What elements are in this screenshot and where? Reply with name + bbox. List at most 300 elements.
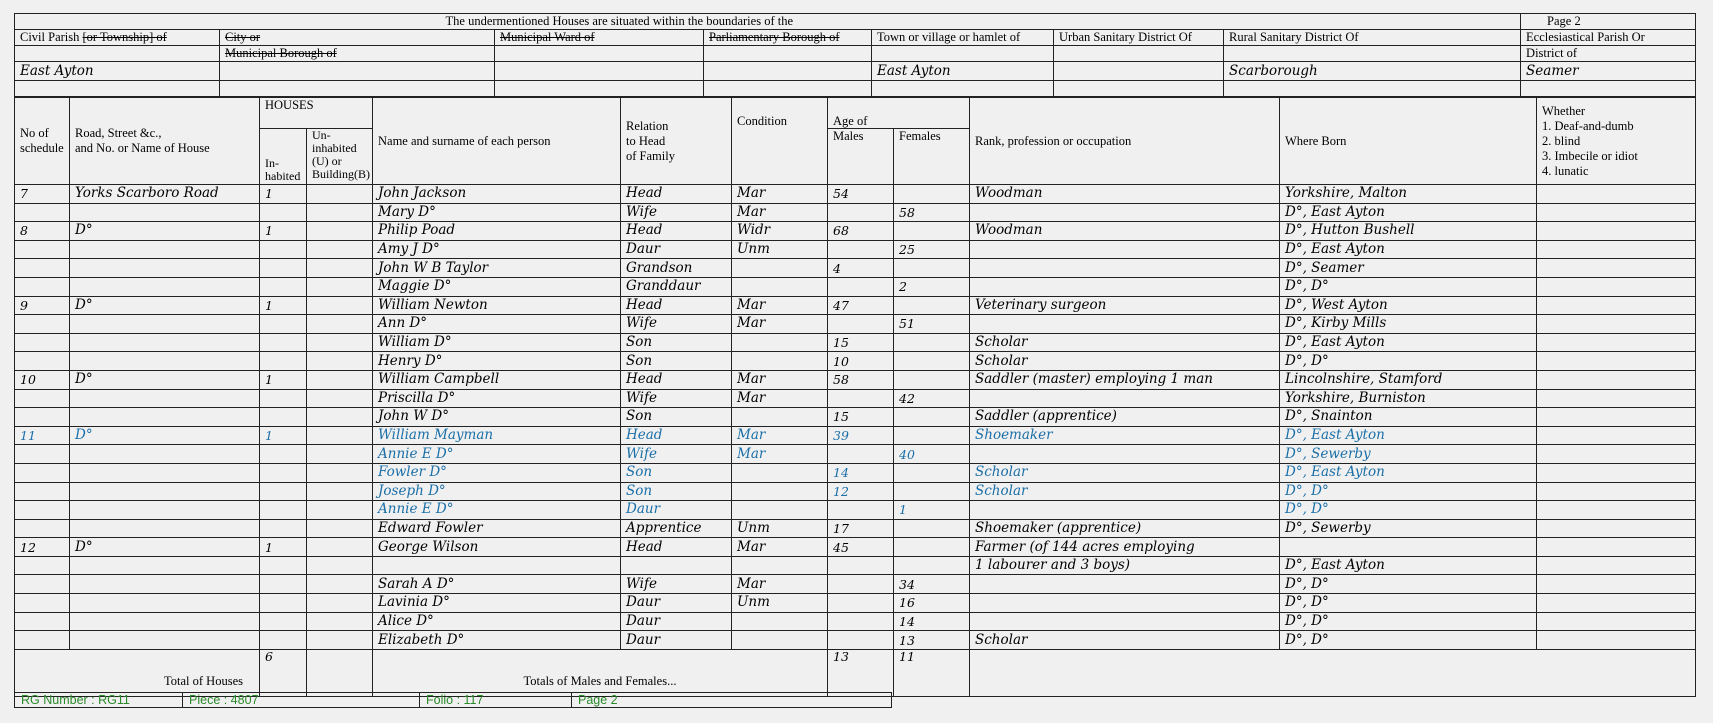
males-cell xyxy=(828,631,894,650)
females-cell: 14 xyxy=(894,612,970,631)
relation-cell: Head xyxy=(621,185,732,204)
whether-cell xyxy=(1537,296,1696,315)
males-cell: 15 xyxy=(828,408,894,427)
totals-persons-label: Totals of Males and Females... xyxy=(373,649,828,696)
name-cell: William Campbell xyxy=(373,370,621,389)
whether-cell xyxy=(1537,240,1696,259)
males-cell xyxy=(828,594,894,613)
inhabited-cell: 1 xyxy=(260,370,307,389)
uninhabited-cell xyxy=(307,259,373,278)
whether-cell xyxy=(1537,185,1696,204)
table-row xyxy=(15,259,1696,278)
name-cell: Fowler D° xyxy=(373,463,621,482)
uninhabited-cell xyxy=(307,352,373,371)
name-cell: Alice D° xyxy=(373,612,621,631)
females-cell xyxy=(894,426,970,445)
condition-cell: Unm xyxy=(732,519,828,538)
table-row xyxy=(15,445,1696,464)
uninhabited-cell xyxy=(307,575,373,594)
uninhabited-cell xyxy=(307,408,373,427)
inhabited-cell xyxy=(260,315,307,334)
relation-cell: Head xyxy=(621,296,732,315)
road-cell xyxy=(70,612,260,631)
name-cell: Annie E D° xyxy=(373,445,621,464)
females-cell xyxy=(894,259,970,278)
females-cell: 58 xyxy=(894,203,970,222)
females-cell: 42 xyxy=(894,389,970,408)
males-cell: 54 xyxy=(828,185,894,204)
condition-cell xyxy=(732,612,828,631)
uninhabited-cell xyxy=(307,222,373,241)
road-cell xyxy=(70,277,260,296)
town-label: Town or village or hamlet of xyxy=(872,30,1054,46)
road-cell xyxy=(70,556,260,575)
condition-cell: Mar xyxy=(732,370,828,389)
table-row xyxy=(15,352,1696,371)
whether-cell xyxy=(1537,389,1696,408)
uninhabited-cell xyxy=(307,612,373,631)
road-cell: D° xyxy=(70,426,260,445)
table-row xyxy=(15,594,1696,613)
name-cell: Ann D° xyxy=(373,315,621,334)
females-cell: 2 xyxy=(894,277,970,296)
table-row xyxy=(15,612,1696,631)
whether-cell xyxy=(1537,631,1696,650)
condition-cell: Mar xyxy=(732,575,828,594)
piece-number: Piece : 4807 xyxy=(183,693,420,707)
relation-cell: Wife xyxy=(621,389,732,408)
males-cell: 15 xyxy=(828,333,894,352)
total-males-value: 13 xyxy=(828,649,894,696)
inhabited-cell xyxy=(260,575,307,594)
born-cell: D°, East Ayton xyxy=(1280,240,1537,259)
road-cell xyxy=(70,482,260,501)
inhabited-cell xyxy=(260,352,307,371)
females-cell xyxy=(894,222,970,241)
table-row xyxy=(15,482,1696,501)
occupation-cell: Scholar xyxy=(970,463,1280,482)
table-row xyxy=(15,631,1696,650)
name-cell xyxy=(373,556,621,575)
whether-cell xyxy=(1537,463,1696,482)
schedule-cell: 10 xyxy=(15,370,70,389)
uninhabited-cell xyxy=(307,482,373,501)
name-cell: Amy J D° xyxy=(373,240,621,259)
schedule-cell: 11 xyxy=(15,426,70,445)
whether-cell xyxy=(1537,222,1696,241)
born-cell: D°, West Ayton xyxy=(1280,296,1537,315)
schedule-cell xyxy=(15,240,70,259)
table-row xyxy=(15,389,1696,408)
col-born: Where Born xyxy=(1280,98,1537,185)
males-cell xyxy=(828,501,894,520)
road-cell xyxy=(70,631,260,650)
schedule-cell xyxy=(15,352,70,371)
col-males: Males xyxy=(828,129,894,185)
road-cell: D° xyxy=(70,296,260,315)
name-cell: John Jackson xyxy=(373,185,621,204)
schedule-cell xyxy=(15,315,70,334)
page-number: Page 2 xyxy=(1521,14,1696,30)
whether-cell xyxy=(1537,203,1696,222)
total-houses-label: Total of Houses xyxy=(15,649,260,696)
females-cell xyxy=(894,519,970,538)
schedule-cell xyxy=(15,277,70,296)
inhabited-cell xyxy=(260,277,307,296)
females-cell: 1 xyxy=(894,501,970,520)
census-table xyxy=(14,97,1696,697)
inhabited-cell xyxy=(260,519,307,538)
males-cell xyxy=(828,277,894,296)
born-cell: D°, East Ayton xyxy=(1280,203,1537,222)
inhabited-cell xyxy=(260,389,307,408)
road-cell xyxy=(70,408,260,427)
relation-cell: Daur xyxy=(621,240,732,259)
condition-cell: Mar xyxy=(732,203,828,222)
females-cell xyxy=(894,556,970,575)
condition-cell xyxy=(732,463,828,482)
road-cell xyxy=(70,352,260,371)
boundaries-intro: The undermentioned Houses are situated within the boundaries of the xyxy=(15,14,1224,30)
relation-cell: Granddaur xyxy=(621,277,732,296)
males-cell: 58 xyxy=(828,370,894,389)
whether-cell xyxy=(1537,277,1696,296)
inhabited-cell xyxy=(260,594,307,613)
occupation-cell: Shoemaker (apprentice) xyxy=(970,519,1280,538)
city-label: City or xyxy=(220,30,495,46)
females-cell xyxy=(894,185,970,204)
condition-cell: Mar xyxy=(732,389,828,408)
civil-parish-value: East Ayton xyxy=(15,62,220,81)
born-cell: Yorkshire, Burniston xyxy=(1280,389,1537,408)
females-cell: 13 xyxy=(894,631,970,650)
occupation-cell xyxy=(970,277,1280,296)
whether-cell xyxy=(1537,315,1696,334)
occupation-cell xyxy=(970,575,1280,594)
born-cell: Yorkshire, Malton xyxy=(1280,185,1537,204)
census-sheet xyxy=(14,13,1696,697)
col-whether: Whether 1. Deaf-and-dumb 2. blind 3. Imbecile or idiot 4. lunatic xyxy=(1537,98,1696,185)
uninhabited-cell xyxy=(307,519,373,538)
table-row xyxy=(15,333,1696,352)
source-footer xyxy=(14,692,892,708)
schedule-cell: 8 xyxy=(15,222,70,241)
inhabited-cell xyxy=(260,463,307,482)
occupation-cell xyxy=(970,594,1280,613)
road-cell: Yorks Scarboro Road xyxy=(70,185,260,204)
whether-cell xyxy=(1537,370,1696,389)
uninhabited-cell xyxy=(307,463,373,482)
uninhabited-cell xyxy=(307,333,373,352)
parliamentary-label: Parliamentary Borough of xyxy=(704,30,872,46)
relation-cell: Son xyxy=(621,482,732,501)
name-cell: John W B Taylor xyxy=(373,259,621,278)
rural-district-label: Rural Sanitary District Of xyxy=(1224,30,1521,46)
males-cell: 47 xyxy=(828,296,894,315)
whether-cell xyxy=(1537,408,1696,427)
born-cell: D°, D° xyxy=(1280,594,1537,613)
males-cell xyxy=(828,612,894,631)
col-females: Females xyxy=(894,129,970,185)
total-females-value: 11 xyxy=(894,649,970,696)
col-houses: HOUSES xyxy=(260,98,373,129)
relation-cell: Wife xyxy=(621,315,732,334)
occupation-cell: Scholar xyxy=(970,482,1280,501)
name-cell: Priscilla D° xyxy=(373,389,621,408)
name-cell: Maggie D° xyxy=(373,277,621,296)
table-row xyxy=(15,315,1696,334)
schedule-cell xyxy=(15,501,70,520)
condition-cell: Unm xyxy=(732,240,828,259)
inhabited-cell: 1 xyxy=(260,426,307,445)
born-cell: D°, D° xyxy=(1280,352,1537,371)
uninhabited-cell xyxy=(307,240,373,259)
occupation-cell xyxy=(970,203,1280,222)
col-relation: Relation to Head of Family xyxy=(621,98,732,185)
condition-cell xyxy=(732,631,828,650)
table-row xyxy=(15,556,1696,575)
occupation-cell: Woodman xyxy=(970,185,1280,204)
condition-cell: Mar xyxy=(732,315,828,334)
males-cell: 14 xyxy=(828,463,894,482)
females-cell xyxy=(894,463,970,482)
whether-cell xyxy=(1537,482,1696,501)
born-cell: D°, East Ayton xyxy=(1280,556,1537,575)
road-cell xyxy=(70,594,260,613)
occupation-cell xyxy=(970,259,1280,278)
name-cell: William Newton xyxy=(373,296,621,315)
name-cell: Sarah A D° xyxy=(373,575,621,594)
town-value: East Ayton xyxy=(872,62,1054,81)
condition-cell: Widr xyxy=(732,222,828,241)
born-cell: D°, Seamer xyxy=(1280,259,1537,278)
inhabited-cell: 1 xyxy=(260,296,307,315)
schedule-cell xyxy=(15,556,70,575)
whether-cell xyxy=(1537,445,1696,464)
whether-cell xyxy=(1537,538,1696,557)
born-cell: D°, East Ayton xyxy=(1280,426,1537,445)
males-cell: 17 xyxy=(828,519,894,538)
whether-cell xyxy=(1537,575,1696,594)
occupation-cell: 1 labourer and 3 boys) xyxy=(970,556,1280,575)
name-cell: Philip Poad xyxy=(373,222,621,241)
condition-cell xyxy=(732,277,828,296)
uninhabited-cell xyxy=(307,538,373,557)
males-cell xyxy=(828,315,894,334)
road-cell xyxy=(70,575,260,594)
inhabited-cell xyxy=(260,631,307,650)
table-row xyxy=(15,222,1696,241)
relation-cell: Son xyxy=(621,463,732,482)
name-cell: Lavinia D° xyxy=(373,594,621,613)
uninhabited-cell xyxy=(307,631,373,650)
name-cell: Annie E D° xyxy=(373,501,621,520)
uninhabited-cell xyxy=(307,445,373,464)
schedule-cell xyxy=(15,482,70,501)
whether-cell xyxy=(1537,612,1696,631)
relation-cell: Son xyxy=(621,352,732,371)
whether-cell xyxy=(1537,259,1696,278)
born-cell: D°, D° xyxy=(1280,277,1537,296)
urban-district-label: Urban Sanitary District Of xyxy=(1054,30,1224,46)
uninhabited-cell xyxy=(307,501,373,520)
occupation-cell xyxy=(970,445,1280,464)
inhabited-cell xyxy=(260,612,307,631)
name-cell: Henry D° xyxy=(373,352,621,371)
condition-cell: Mar xyxy=(732,445,828,464)
occupation-cell xyxy=(970,315,1280,334)
males-cell xyxy=(828,575,894,594)
females-cell: 40 xyxy=(894,445,970,464)
civil-parish-label: Civil Parish [or Township] of xyxy=(15,30,220,46)
rural-district-value: Scarborough xyxy=(1224,62,1521,81)
schedule-cell xyxy=(15,463,70,482)
relation-cell: Head xyxy=(621,538,732,557)
inhabited-cell xyxy=(260,482,307,501)
relation-cell: Wife xyxy=(621,203,732,222)
col-road: Road, Street &c., and No. or Name of House xyxy=(70,98,260,185)
ecclesiastical-label-b: District of xyxy=(1521,46,1696,62)
schedule-cell xyxy=(15,389,70,408)
road-cell xyxy=(70,315,260,334)
relation-cell: Wife xyxy=(621,575,732,594)
inhabited-cell xyxy=(260,408,307,427)
table-row xyxy=(15,203,1696,222)
males-cell: 4 xyxy=(828,259,894,278)
males-cell xyxy=(828,445,894,464)
relation-cell: Head xyxy=(621,426,732,445)
relation-cell: Daur xyxy=(621,612,732,631)
road-cell xyxy=(70,501,260,520)
born-cell: D°, D° xyxy=(1280,482,1537,501)
females-cell xyxy=(894,482,970,501)
whether-cell xyxy=(1537,594,1696,613)
table-row xyxy=(15,185,1696,204)
table-row xyxy=(15,240,1696,259)
schedule-cell xyxy=(15,259,70,278)
relation-cell: Grandson xyxy=(621,259,732,278)
relation-cell: Apprentice xyxy=(621,519,732,538)
males-cell xyxy=(828,203,894,222)
condition-cell: Unm xyxy=(732,594,828,613)
name-cell: George Wilson xyxy=(373,538,621,557)
inhabited-cell: 1 xyxy=(260,538,307,557)
occupation-cell: Woodman xyxy=(970,222,1280,241)
born-cell: D°, Sewerby xyxy=(1280,445,1537,464)
inhabited-cell xyxy=(260,501,307,520)
females-cell xyxy=(894,408,970,427)
inhabited-cell xyxy=(260,445,307,464)
relation-cell: Daur xyxy=(621,594,732,613)
road-cell xyxy=(70,389,260,408)
born-cell: D°, East Ayton xyxy=(1280,333,1537,352)
inhabited-cell xyxy=(260,259,307,278)
males-cell: 68 xyxy=(828,222,894,241)
inhabited-cell xyxy=(260,240,307,259)
road-cell xyxy=(70,333,260,352)
condition-cell xyxy=(732,501,828,520)
table-row xyxy=(15,370,1696,389)
col-inhabited: In- habited xyxy=(260,129,307,185)
table-row xyxy=(15,277,1696,296)
males-cell: 12 xyxy=(828,482,894,501)
name-cell: Mary D° xyxy=(373,203,621,222)
whether-cell xyxy=(1537,556,1696,575)
road-cell xyxy=(70,240,260,259)
road-cell xyxy=(70,445,260,464)
name-cell: Edward Fowler xyxy=(373,519,621,538)
whether-cell xyxy=(1537,519,1696,538)
ecclesiastical-label-a: Ecclesiastical Parish Or xyxy=(1521,30,1696,46)
road-cell xyxy=(70,463,260,482)
whether-cell xyxy=(1537,501,1696,520)
boundaries-header xyxy=(14,13,1696,97)
females-cell xyxy=(894,333,970,352)
born-cell: D°, Hutton Bushell xyxy=(1280,222,1537,241)
schedule-cell xyxy=(15,575,70,594)
relation-cell: Daur xyxy=(621,631,732,650)
occupation-cell: Shoemaker xyxy=(970,426,1280,445)
condition-cell xyxy=(732,556,828,575)
table-row xyxy=(15,519,1696,538)
ward-label: Municipal Ward of xyxy=(495,30,704,46)
col-name: Name and surname of each person xyxy=(373,98,621,185)
schedule-cell xyxy=(15,445,70,464)
whether-cell xyxy=(1537,426,1696,445)
uninhabited-cell xyxy=(307,389,373,408)
col-schedule: No of schedule xyxy=(15,98,70,185)
condition-cell: Mar xyxy=(732,538,828,557)
condition-cell xyxy=(732,482,828,501)
females-cell xyxy=(894,370,970,389)
road-cell: D° xyxy=(70,370,260,389)
condition-cell: Mar xyxy=(732,426,828,445)
relation-cell: Wife xyxy=(621,445,732,464)
condition-cell: Mar xyxy=(732,185,828,204)
road-cell xyxy=(70,203,260,222)
born-cell: D°, Kirby Mills xyxy=(1280,315,1537,334)
males-cell: 39 xyxy=(828,426,894,445)
occupation-cell: Scholar xyxy=(970,631,1280,650)
males-cell xyxy=(828,389,894,408)
table-row xyxy=(15,575,1696,594)
condition-cell: Mar xyxy=(732,296,828,315)
born-cell: Lincolnshire, Stamford xyxy=(1280,370,1537,389)
uninhabited-cell xyxy=(307,277,373,296)
occupation-cell: Farmer (of 144 acres employing xyxy=(970,538,1280,557)
males-cell: 10 xyxy=(828,352,894,371)
occupation-cell xyxy=(970,612,1280,631)
females-cell: 51 xyxy=(894,315,970,334)
uninhabited-cell xyxy=(307,315,373,334)
born-cell: D°, D° xyxy=(1280,501,1537,520)
road-cell: D° xyxy=(70,538,260,557)
relation-cell: Daur xyxy=(621,501,732,520)
name-cell: Joseph D° xyxy=(373,482,621,501)
col-uninhabited: Un- inhabited (U) or Building(B) xyxy=(307,129,373,185)
females-cell: 16 xyxy=(894,594,970,613)
table-row xyxy=(15,538,1696,557)
inhabited-cell: 1 xyxy=(260,222,307,241)
condition-cell xyxy=(732,408,828,427)
females-cell xyxy=(894,538,970,557)
uninhabited-cell xyxy=(307,185,373,204)
schedule-cell xyxy=(15,631,70,650)
born-cell: D°, D° xyxy=(1280,631,1537,650)
condition-cell xyxy=(732,333,828,352)
born-cell: D°, Sewerby xyxy=(1280,519,1537,538)
inhabited-cell xyxy=(260,556,307,575)
